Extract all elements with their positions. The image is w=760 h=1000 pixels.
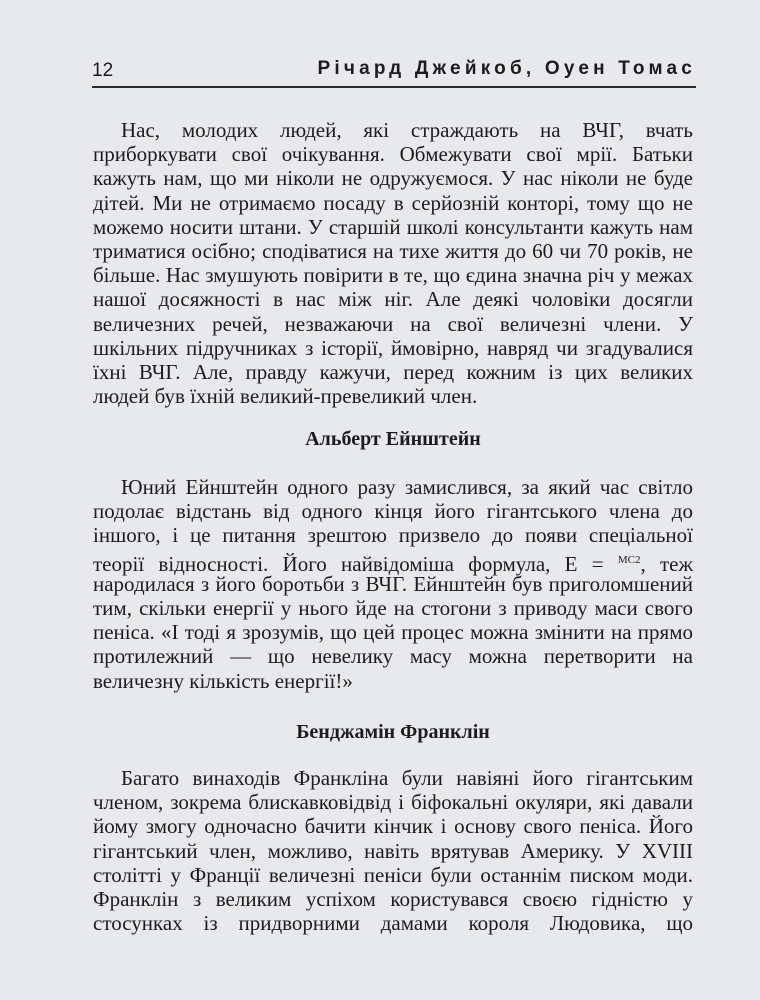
text-line: Юний Ейнштейн одного разу замислився, за який час світло bbox=[121, 475, 693, 499]
paragraph-intro bbox=[93, 118, 693, 408]
text-line: людей був їхній великий-превеликий член. bbox=[93, 384, 478, 409]
text-line: величезну кількість енергії!» bbox=[93, 668, 353, 693]
text-line: гігантський член, можливо, навіть врятував Америку. У XVIII bbox=[93, 838, 693, 863]
text-fragment: , теж bbox=[640, 551, 693, 576]
text-fragment: теорії відносності. Його найвідоміша формула, E = bbox=[93, 551, 618, 576]
text-line: приборкувати свої очікування. Обмежувати свої мрії. Батьки bbox=[93, 142, 693, 167]
text-line: величезних речей, незважаючи на свої величезні члени. У bbox=[93, 311, 693, 336]
paragraph-einstein bbox=[93, 475, 693, 693]
text-line: протилежний — що невелику масу можна перетворити на bbox=[93, 644, 693, 669]
text-line: тим, скільки енергії у нього йде на стогони з приводу маси свого bbox=[93, 595, 693, 620]
text-line: їхні ВЧГ. Але, правду кажучи, перед кожним із цих великих bbox=[93, 359, 693, 384]
text-line: Багато винаходів Франкліна були навіяні його гігантським bbox=[121, 766, 693, 790]
text-line: народилася з його боротьби з ВЧГ. Ейнштейн був приголомшений bbox=[93, 571, 693, 596]
text-line: нашої досяжності в нас між ніг. Але деякі чоловіки досягли bbox=[93, 287, 693, 312]
text-line: подолає відстань від одного кінця його гігантського члена до bbox=[93, 499, 693, 524]
formula-line bbox=[93, 548, 693, 576]
text-line: Франклін з великим успіхом користувався своєю гідністю у bbox=[93, 886, 693, 911]
text-line: столітті у Франції величезні пеніси були останнім писком моди. bbox=[93, 862, 693, 887]
formula-superscript: MC2 bbox=[617, 553, 641, 566]
text-line: кажуть нам, що ми ніколи не одружуємося. У нас ніколи не буде bbox=[93, 166, 693, 191]
text-line: більше. Нас змушують повірити в те, що єдина значна річ у межах bbox=[93, 263, 693, 288]
page-number: 12 bbox=[92, 60, 114, 81]
text-line: дітей. Ми не отримаємо посаду в серйозній конторі, тому що не bbox=[93, 190, 693, 215]
text-line: шкільних підручниках з історії, ймовірно, навряд чи згадувалися bbox=[93, 335, 693, 360]
page-header bbox=[92, 58, 696, 88]
running-head: Річард Джейкоб, Оуен Томас bbox=[317, 58, 696, 79]
paragraph-franklin bbox=[93, 766, 693, 935]
section-heading-einstein: Альберт Ейнштейн bbox=[305, 428, 481, 450]
text-line: іншого, і це питання зрештою призвело до появи спеціальної bbox=[93, 523, 693, 548]
text-line: Нас, молодих людей, які страждають на ВЧГ, вчать bbox=[121, 118, 693, 142]
text-line: стосунках із придворними дамами короля Людовика, що bbox=[93, 911, 693, 936]
text-line: членом, зокрема блискавковідвід і біфокальні окуляри, які давали bbox=[93, 790, 693, 815]
section-heading-franklin: Бенджамін Франклін bbox=[296, 721, 490, 743]
text-line: триматися осібно; сподіватися на тихе життя до 60 чи 70 років, не bbox=[93, 238, 693, 263]
text-line: пеніса. «І тоді я зрозумів, що цей процес можна змінити на прямо bbox=[93, 620, 693, 645]
text-line: йому змогу одночасно бачити кінчик і основу свого пеніса. Його bbox=[93, 814, 693, 839]
text-line: можемо носити штани. У старшій школі консультанти кажуть нам bbox=[93, 214, 693, 239]
